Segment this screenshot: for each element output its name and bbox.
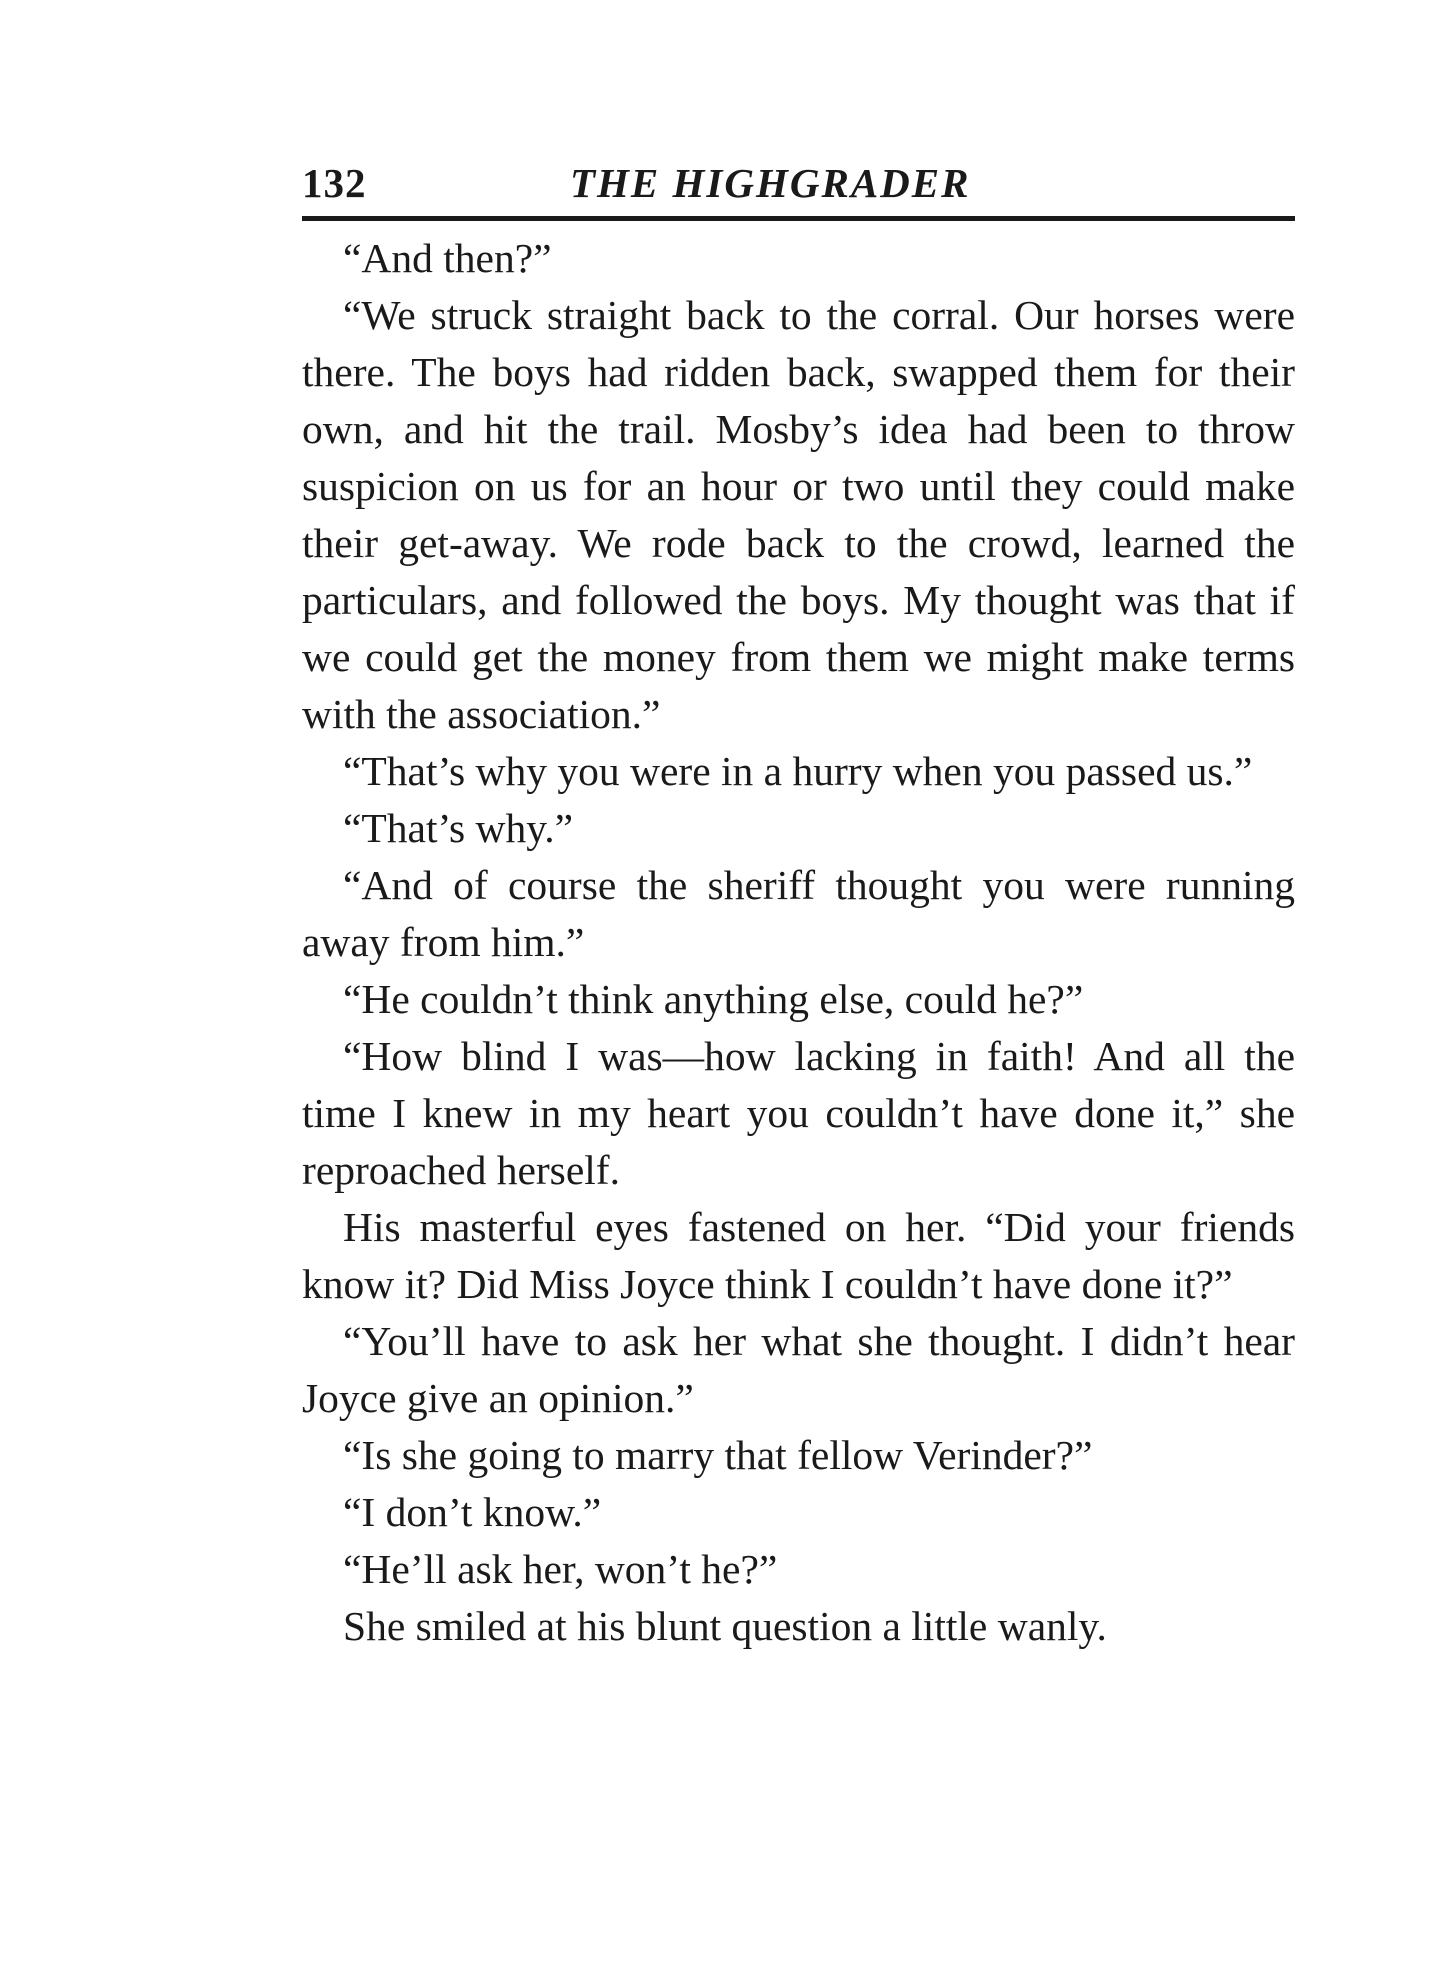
paragraph: “And then?” [343, 235, 552, 281]
book-page [302, 155, 1295, 1655]
paragraph: “How blind I was—how lacking in faith! And all the time I knew in my heart you couldn’t have done it,” she reproached herself. [302, 1033, 1295, 1193]
paragraph: “He’ll ask her, won’t he?” [343, 1546, 778, 1592]
page-number: 132 [302, 160, 367, 206]
paragraph: “We struck straight back to the corral. Our horses were there. The boys had ridden back, swapped them for their own, and hit the trail. Mosby’s idea had been to throw suspicion on us for an hour or two until they could make their get-away. We rode back to the crowd, learned the particulars, and followed the boys. My thought was that if we could get the money from them we might make terms with the association.” [302, 292, 1295, 737]
paragraph: His masterful eyes fastened on her. “Did your friends know it? Did Miss Joyce think I couldn’t have done it?” [302, 1204, 1295, 1307]
running-head [302, 155, 1295, 211]
paragraph: “That’s why.” [343, 805, 574, 851]
paragraph: “You’ll have to ask her what she thought. I didn’t hear Joyce give an opinion.” [302, 1318, 1295, 1421]
body-text [302, 230, 1295, 1655]
book-title: THE HIGHGRADER [570, 160, 971, 206]
paragraph: “That’s why you were in a hurry when you passed us.” [343, 748, 1253, 794]
header-rule [302, 216, 1295, 221]
paragraph: “And of course the sheriff thought you were running away from him.” [302, 862, 1295, 965]
paragraph: “I don’t know.” [343, 1489, 602, 1535]
paragraph: “Is she going to marry that fellow Verinder?” [343, 1432, 1093, 1478]
paragraph: “He couldn’t think anything else, could he?” [343, 976, 1084, 1022]
paragraph: She smiled at his blunt question a little wanly. [343, 1603, 1107, 1649]
